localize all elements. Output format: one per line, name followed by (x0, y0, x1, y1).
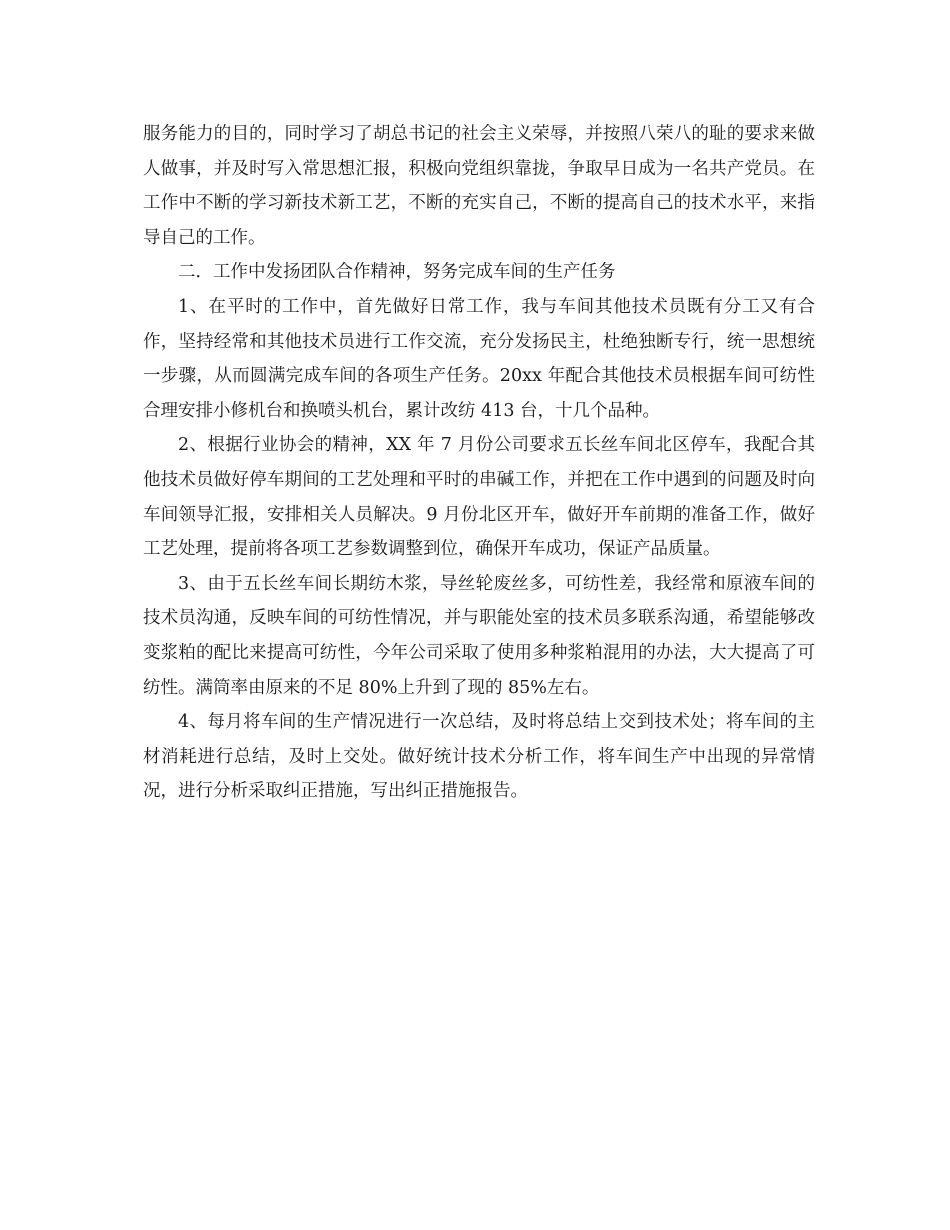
paragraph-item-4: 4、每月将车间的生产情况进行一次总结，及时将总结上交到技术处；将车间的主材消耗进行总结，及时上交处。做好统计技术分析工作，将车间生产中出现的异常情况，进行分析采取纠正措施，写出纠正措施报告。 (143, 712, 815, 802)
paragraph-item-2: 2、根据行业协会的精神，XX 年 7 月份公司要求五长丝车间北区停车，我配合其他技术员做好停车期间的工艺处理和平时的串碱工作，并把在工作中遇到的问题及时向车间领导汇报，安排相关人员解决。9 月份北区开车，做好开车前期的准备工作，做好工艺处理，提前将各项工艺参数调整到位，确保开车成功，保证产品质量。 (143, 435, 815, 560)
paragraph-item-3: 3、由于五长丝车间长期纺木浆，导丝轮废丝多，可纺性差，我经常和原液车间的技术员沟通，反映车间的可纺性情况，并与职能处室的技术员多联系沟通，希望能够改变浆粕的配比来提高可纺性，今年公司采取了使用多种浆粕混用的办法，大大提高了可纺性。满筒率由原来的不足 80%上升到了现的 85%左右。 (143, 573, 815, 698)
paragraph-item-1: 1、在平时的工作中，首先做好日常工作，我与车间其他技术员既有分工又有合作，坚持经常和其他技术员进行工作交流，充分发扬民主，杜绝独断专行，统一思想统一步骤，从而圆满完成车间的各项生产任务。20xx 年配合其他技术员根据车间可纺性合理安排小修机台和换喷头机台，累计改纺 413 台，十几个品种。 (143, 296, 815, 421)
section-heading-teamwork: 二．工作中发扬团队合作精神，努务完成车间的生产任务 (178, 262, 616, 283)
document-body (143, 117, 815, 809)
paragraph-intro-continuation: 服务能力的目的，同时学习了胡总书记的社会主义荣辱，并按照八荣八的耻的要求来做人做事，并及时写入常思想汇报，积极向党组织靠拢，争取早日成为一名共产党员。在工作中不断的学习新技术新工艺，不断的充实自己，不断的提高自己的技术水平，来指导自己的工作。 (143, 124, 815, 248)
